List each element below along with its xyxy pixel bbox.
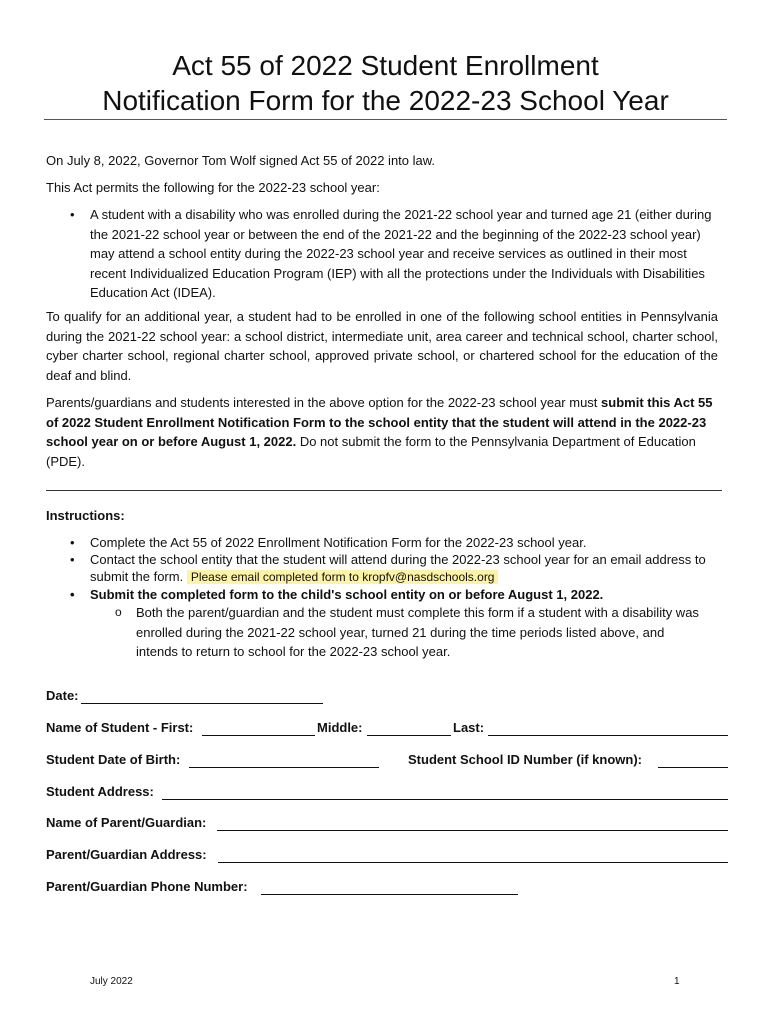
date-row (46, 688, 730, 708)
parent-address-field[interactable] (218, 862, 728, 863)
act-provisions-list (90, 205, 720, 303)
instructions-list (90, 534, 720, 662)
title-divider (44, 119, 727, 120)
page-number: 1 (674, 976, 680, 987)
page-title (44, 48, 727, 118)
instruction-item-complete: • Complete the Act 55 of 2022 Enrollment Notification Form for the 2022-23 school year. (90, 534, 720, 551)
dob-row (46, 752, 730, 772)
instruction-contact-text: Contact the school entity that the student will attend during the 2022-23 school year for an email address to submit the form. (90, 552, 706, 584)
instruction-submit-text: Submit the completed form to the child's school entity on or before August 1, 2022. (90, 587, 604, 602)
qualification-paragraph: To qualify for an additional year, a student had to be enrolled in one of the following school entities in Pennsylvania during the 2021-22 school year: a school district, intermediate unit, area career and technical school, charter school, cyber charter school, regional charter school, approved private school, or chartered school for the education of the deaf and blind. (46, 309, 718, 383)
student-address-label: Student Address: (46, 784, 154, 799)
dob-field[interactable] (189, 767, 379, 768)
first-name-field[interactable] (202, 735, 315, 736)
parent-phone-row (46, 879, 730, 899)
student-name-row (46, 720, 730, 740)
last-name-field[interactable] (488, 735, 728, 736)
school-id-field[interactable] (658, 767, 728, 768)
parent-name-row (46, 815, 730, 835)
intro-paragraph-2: This Act permits the following for the 2022-23 school year: (46, 180, 380, 195)
instruction-sub-list (136, 603, 706, 662)
first-name-label: Name of Student - First: (46, 720, 194, 735)
parent-name-label: Name of Parent/Guardian: (46, 815, 207, 830)
instruction-sub-item: o Both the parent/guardian and the student must complete this form if a student with a disability was enrolled during the 2021-22 school year, turned 21 during the time periods listed above, and intends to return to school for the 2022-23 school year. (136, 603, 706, 662)
submission-text-a: Parents/guardians and students interested in the above option for the 2022-23 school year must (46, 395, 602, 410)
submission-text-b: Do not submit the form to the Pennsylvania Department of Education (PDE). (46, 434, 696, 469)
intro-paragraph-1: On July 8, 2022, Governor Tom Wolf signed Act 55 of 2022 into law. (46, 153, 436, 168)
school-id-label: Student School ID Number (if known): (408, 752, 642, 767)
date-field[interactable] (81, 703, 323, 704)
submission-paragraph (46, 393, 718, 471)
act-provision-item: • A student with a disability who was enrolled during the 2021-22 school year and turned age 21 (either during the 2021-22 school year or between the end of the 2021-22 and the beginning of the 2022-23 school year) may attend a school entity during the 2022-23 school year and receive services as outlined in their most recent Individualized Education Program (IEP) with all the protections under the Individuals with Disabilities Education Act (IDEA). (90, 205, 720, 303)
email-highlight-note: Please email completed form to kropfv@nasdschools.org (187, 570, 499, 584)
parent-phone-label: Parent/Guardian Phone Number: (46, 879, 248, 894)
section-separator (46, 490, 722, 491)
middle-name-field[interactable] (367, 735, 451, 736)
footer-date: July 2022 (90, 976, 133, 987)
parent-address-label: Parent/Guardian Address: (46, 847, 207, 862)
title-line-1: Act 55 of 2022 Student Enrollment (172, 50, 599, 81)
instructions-heading: Instructions: (46, 508, 125, 523)
dob-label: Student Date of Birth: (46, 752, 181, 767)
last-name-label: Last: (453, 720, 485, 735)
middle-name-label: Middle: (317, 720, 363, 735)
submission-text-bold: submit this Act 55 of 2022 Student Enrollment Notification Form to the school entity that the student will attend in the 2022-23 school year on or before August 1, 2022. (46, 395, 713, 449)
date-label: Date: (46, 688, 79, 703)
parent-phone-field[interactable] (261, 894, 518, 895)
student-address-field[interactable] (162, 799, 728, 800)
parent-address-row (46, 847, 730, 867)
parent-name-field[interactable] (217, 830, 728, 831)
instruction-item-contact (90, 551, 720, 586)
title-line-2: Notification Form for the 2022-23 School Year (102, 85, 669, 116)
student-address-row (46, 784, 730, 804)
instruction-item-submit (90, 586, 720, 662)
